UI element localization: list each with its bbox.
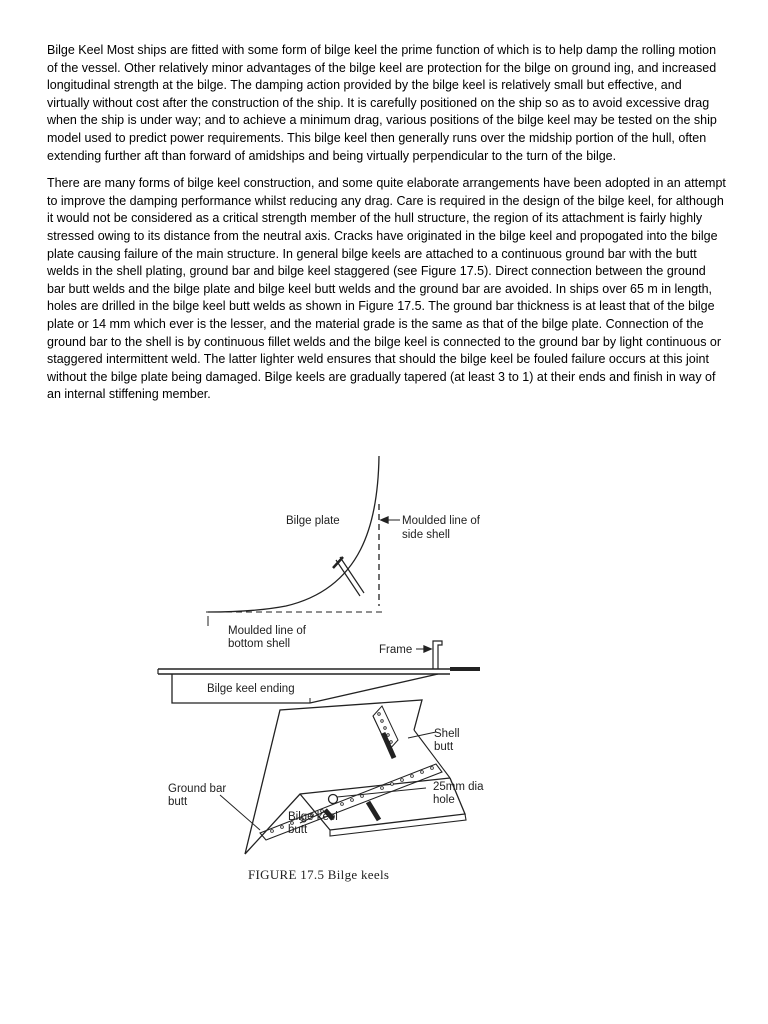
frame-stiffener: [433, 641, 442, 669]
label-moulded-bottom-1: Moulded line of: [228, 625, 306, 637]
bilge-keel-butt-mark: [368, 802, 379, 820]
paragraph-bilge-keel-intro: Bilge Keel Most ships are fitted with some form of bilge keel the prime function of which is to help damp the rolling motion of the vessel. Other relatively minor advantages of the bilge keel are protection for the bilge on ground ing, and increased longitudinal strength at the bilge. The damping action provided by the bilge keel is relatively small but effective, and virtually without cost after the construction of the ship. It is carefully positioned on the ship so as to avoid excessive drag when the ship is under way; and to achieve a minimum drag, various positions of the bilge keel may be tested on the ship model used to predict power requirements. This bilge keel then generally runs over the midship portion of the hull, often extending further aft than forward of amidships and being virtually perpendicular to the turn of the bilge.: [47, 43, 717, 163]
label-moulded-bottom-2: bottom shell: [228, 638, 291, 650]
label-shell-butt-1: Shell: [434, 728, 460, 740]
body-text: [47, 42, 727, 414]
bilge-keel-figure: [150, 448, 510, 888]
label-moulded-side-2: side shell: [402, 529, 450, 541]
label-hole-1: 25mm dia: [433, 781, 484, 793]
hole-25mm: [329, 795, 338, 804]
label-ground-bar-butt-2: butt: [168, 796, 188, 808]
figure-caption: FIGURE 17.5 Bilge keels: [248, 867, 390, 882]
label-moulded-side-1: Moulded line of: [402, 515, 480, 527]
label-ground-bar-butt-1: Ground bar: [168, 783, 227, 795]
paragraph-bilge-keel-construction: There are many forms of bilge keel construction, and some quite elaborate arrangements have been adopted in an attempt to improve the damping performance whilst reducing any drag. Care is required in the design of the bilge keel, for although it would not be considered as a critical strength member of the hull structure, the region of its attachment is fairly highly stressed owing to its distance from the neutral axis. Cracks have originated in the bilge keel and propogated into the bilge plate causing failure of the main structure. In general bilge keels are attached to a continuous ground bar with the butt welds in the shell plating, ground bar and bilge keel staggered (see Figure 17.5). Direct connection between the ground bar butt welds and the bilge plate and bilge keel butt welds and the ground bar are avoided. In ships over 65 m in length, holes are drilled in the bilge keel butt welds as shown in Figure 17.5. The ground bar thickness is at least that of the bilge plate or 14 mm which ever is the lesser, and the material grade is the same as that of the bilge plate. Connection of the ground bar to the shell is by continuous fillet welds and the bilge keel is connected to the ground bar by light continuous or staggered intermittent weld. The latter lighter weld ensures that should the bilge keel be fouled failure occurs at this joint without the bilge plate being damaged. Bilge keels are gradually tapered (at least 3 to 1) at their ends and finish in way of an internal stiffening member.: [47, 176, 726, 402]
bilge-keel-section: [336, 557, 364, 596]
label-hole-2: hole: [433, 794, 455, 806]
label-bilge-keel-butt-2: butt: [288, 824, 308, 836]
label-bilge-keel-ending: Bilge keel ending: [207, 683, 295, 695]
bilge-plate-curve: [208, 456, 379, 612]
label-bilge-keel-butt-1: Bilge keel: [288, 811, 338, 823]
label-bilge-plate: Bilge plate: [286, 515, 340, 527]
label-shell-butt-2: butt: [434, 741, 454, 753]
label-frame: Frame: [379, 644, 413, 656]
